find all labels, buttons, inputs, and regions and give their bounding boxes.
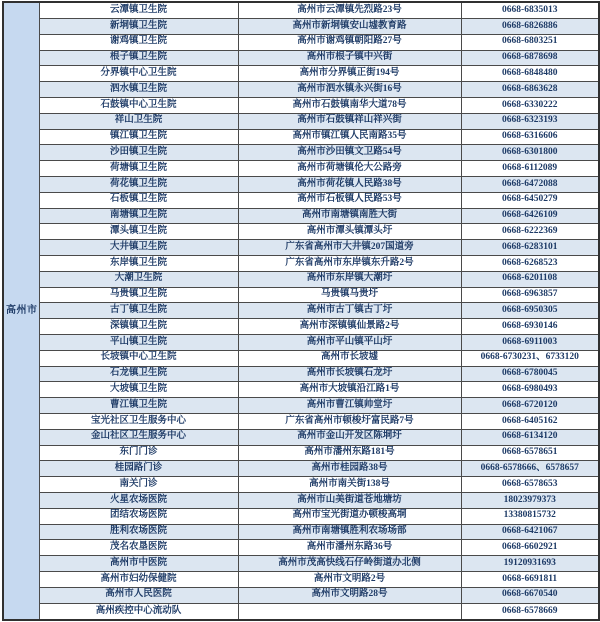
address-cell: 高州市东岸镇大潮圩 [238,271,461,287]
facility-name-cell: 云潭镇卫生院 [39,2,238,19]
phone-cell: 0668-6268523 [461,256,599,272]
address-cell: 高州市山美街道苍地塘坊 [238,492,461,508]
address-cell: 高州市古丁镇古丁圩 [238,303,461,319]
phone-cell: 0668-6826886 [461,19,599,35]
table-row [3,571,599,587]
table-row [3,587,599,603]
facility-name-cell: 泗水镇卫生院 [39,82,238,98]
table-row [3,224,599,240]
address-cell: 高州市深镇镇仙景路2号 [238,319,461,335]
address-cell: 高州市文明路2号 [238,571,461,587]
phone-cell: 0668-6863628 [461,82,599,98]
table-row [3,398,599,414]
table-row [3,2,599,19]
table-row [3,161,599,177]
table-row [3,334,599,350]
facility-name-cell: 东岸镇卫生院 [39,256,238,272]
table-row [3,82,599,98]
facility-name-cell: 高州市妇幼保健院 [39,571,238,587]
phone-cell: 0668-6450279 [461,192,599,208]
address-cell: 高州市云潭镇先烈路23号 [238,2,461,19]
table-row [3,66,599,82]
phone-cell: 0668-6578666、6578657 [461,461,599,477]
address-cell: 高州市南塘镇胜利农场场部 [238,524,461,540]
table-row [3,129,599,145]
phone-cell: 0668-6930146 [461,319,599,335]
address-cell: 高州市金山开发区陈垌圩 [238,429,461,445]
phone-cell: 0668-6578653 [461,477,599,493]
phone-cell: 0668-6330222 [461,98,599,114]
facility-name-cell: 新垌镇卫生院 [39,19,238,35]
facility-name-cell: 宝光社区卫生服务中心 [39,413,238,429]
phone-cell: 0668-6602921 [461,540,599,556]
facility-name-cell: 高州疾控中心流动队 [39,603,238,620]
facility-name-cell: 马贵镇卫生院 [39,287,238,303]
phone-cell: 0668-6316606 [461,129,599,145]
table-row [3,271,599,287]
facility-name-cell: 祥山卫生院 [39,113,238,129]
phone-cell: 0668-6405162 [461,413,599,429]
address-cell: 高州市文明路28号 [238,587,461,603]
address-cell: 高州市谢鸡镇朝阳路27号 [238,34,461,50]
phone-cell: 0668-6112089 [461,161,599,177]
facility-name-cell: 深镇镇卫生院 [39,319,238,335]
facility-name-cell: 石鼓镇中心卫生院 [39,98,238,114]
address-cell: 高州市南塘镇南胜大街 [238,208,461,224]
table-row [3,540,599,556]
facility-name-cell: 高州市人民医院 [39,587,238,603]
table-row [3,192,599,208]
table-row [3,366,599,382]
table-row [3,113,599,129]
address-cell: 高州市荷花镇人民路38号 [238,177,461,193]
address-cell: 广东省高州市顿梭圩富民路7号 [238,413,461,429]
address-cell: 高州市根子镇中兴街 [238,50,461,66]
address-cell: 高州市石鼓镇祥山祥兴街 [238,113,461,129]
phone-cell: 18023979373 [461,492,599,508]
address-cell: 高州市茂高快线石仔岭街道办北侧 [238,556,461,572]
facility-name-cell: 长坡镇中心卫生院 [39,350,238,366]
table-row [3,319,599,335]
phone-cell: 0668-6803251 [461,34,599,50]
facility-name-cell: 石龙镇卫生院 [39,366,238,382]
phone-cell: 0668-6720120 [461,398,599,414]
table-row [3,177,599,193]
facility-name-cell: 沙田镇卫生院 [39,145,238,161]
phone-cell: 0668-6670540 [461,587,599,603]
table-row [3,256,599,272]
address-cell: 高州市荷塘镇伦大公路旁 [238,161,461,177]
phone-cell: 19120931693 [461,556,599,572]
table-row [3,445,599,461]
address-cell: 高州市潭头镇潭头圩 [238,224,461,240]
facility-name-cell: 大井镇卫生院 [39,240,238,256]
table-row [3,350,599,366]
address-cell: 高州市长坡墟 [238,350,461,366]
address-cell: 高州市桂园路38号 [238,461,461,477]
table-row [3,50,599,66]
facility-name-cell: 南关门诊 [39,477,238,493]
address-cell: 高州市新垌镇安山墟教育路 [238,19,461,35]
phone-cell: 0668-6835013 [461,2,599,19]
address-cell: 高州市潘州东路36号 [238,540,461,556]
table-row [3,34,599,50]
region-label-cell: 高州市 [3,2,39,620]
address-cell: 高州市镇江镇人民南路35号 [238,129,461,145]
address-cell: 马贵镇马贵圩 [238,287,461,303]
phone-cell: 0668-6963857 [461,287,599,303]
address-cell: 广东省高州市大井镇207国道旁 [238,240,461,256]
address-cell: 高州市大坡镇沿江路1号 [238,382,461,398]
phone-cell: 0668-6578651 [461,445,599,461]
table-row [3,477,599,493]
phone-cell: 13380815732 [461,508,599,524]
phone-cell: 0668-6301800 [461,145,599,161]
phone-cell: 0668-6201108 [461,271,599,287]
facility-name-cell: 东门门诊 [39,445,238,461]
facility-name-cell: 石板镇卫生院 [39,192,238,208]
phone-cell: 0668-6730231、6733120 [461,350,599,366]
facility-name-cell: 荷花镇卫生院 [39,177,238,193]
facility-name-cell: 火星农场医院 [39,492,238,508]
address-cell: 高州市宝光街道办顿梭高垌 [238,508,461,524]
table-row [3,429,599,445]
table-row [3,413,599,429]
phone-cell: 0668-6691811 [461,571,599,587]
phone-cell: 0668-6878698 [461,50,599,66]
phone-cell: 0668-6780045 [461,366,599,382]
table-row [3,208,599,224]
facility-name-cell: 曹江镇卫生院 [39,398,238,414]
phone-cell: 0668-6421067 [461,524,599,540]
address-cell: 高州市石鼓镇南华大道78号 [238,98,461,114]
table-row [3,524,599,540]
table-row [3,19,599,35]
address-cell: 高州市石板镇人民路53号 [238,192,461,208]
address-cell: 高州市沙田镇文卫路54号 [238,145,461,161]
address-cell: 高州市平山镇平山圩 [238,334,461,350]
phone-cell: 0668-6980493 [461,382,599,398]
table-row [3,303,599,319]
facility-name-cell: 分界镇中心卫生院 [39,66,238,82]
address-cell: 高州市长坡镇石龙圩 [238,366,461,382]
health-facility-contact-table-wrap [2,1,600,621]
address-cell: 高州市分界镇正街194号 [238,66,461,82]
facility-name-cell: 胜利农场医院 [39,524,238,540]
address-cell: 高州市泗水镇永兴街16号 [238,82,461,98]
table-body [3,2,599,620]
table-row [3,556,599,572]
phone-cell: 0668-6134120 [461,429,599,445]
health-facility-contact-table [2,1,600,621]
address-cell [238,603,461,620]
table-row [3,240,599,256]
facility-name-cell: 谢鸡镇卫生院 [39,34,238,50]
phone-cell: 0668-6950305 [461,303,599,319]
table-row [3,145,599,161]
phone-cell: 0668-6426109 [461,208,599,224]
address-cell: 高州市曹江镇帅堂圩 [238,398,461,414]
facility-name-cell: 南塘镇卫生院 [39,208,238,224]
facility-name-cell: 高州市中医院 [39,556,238,572]
facility-name-cell: 镇江镇卫生院 [39,129,238,145]
table-row [3,382,599,398]
facility-name-cell: 金山社区卫生服务中心 [39,429,238,445]
facility-name-cell: 古丁镇卫生院 [39,303,238,319]
table-row [3,287,599,303]
table-row [3,603,599,620]
address-cell: 高州市潘州东路181号 [238,445,461,461]
table-row [3,461,599,477]
facility-name-cell: 潭头镇卫生院 [39,224,238,240]
address-cell: 广东省高州市东岸镇东升路2号 [238,256,461,272]
facility-name-cell: 大坡镇卫生院 [39,382,238,398]
phone-cell: 0668-6848480 [461,66,599,82]
table-row [3,98,599,114]
facility-name-cell: 桂园路门诊 [39,461,238,477]
phone-cell: 0668-6283101 [461,240,599,256]
table-row [3,508,599,524]
phone-cell: 0668-6222369 [461,224,599,240]
facility-name-cell: 大潮卫生院 [39,271,238,287]
address-cell: 高州市南关街138号 [238,477,461,493]
phone-cell: 0668-6472088 [461,177,599,193]
facility-name-cell: 荷塘镇卫生院 [39,161,238,177]
phone-cell: 0668-6911003 [461,334,599,350]
facility-name-cell: 团结农场医院 [39,508,238,524]
facility-name-cell: 根子镇卫生院 [39,50,238,66]
table-row [3,492,599,508]
facility-name-cell: 平山镇卫生院 [39,334,238,350]
facility-name-cell: 茂名农垦医院 [39,540,238,556]
phone-cell: 0668-6578669 [461,603,599,620]
phone-cell: 0668-6323193 [461,113,599,129]
